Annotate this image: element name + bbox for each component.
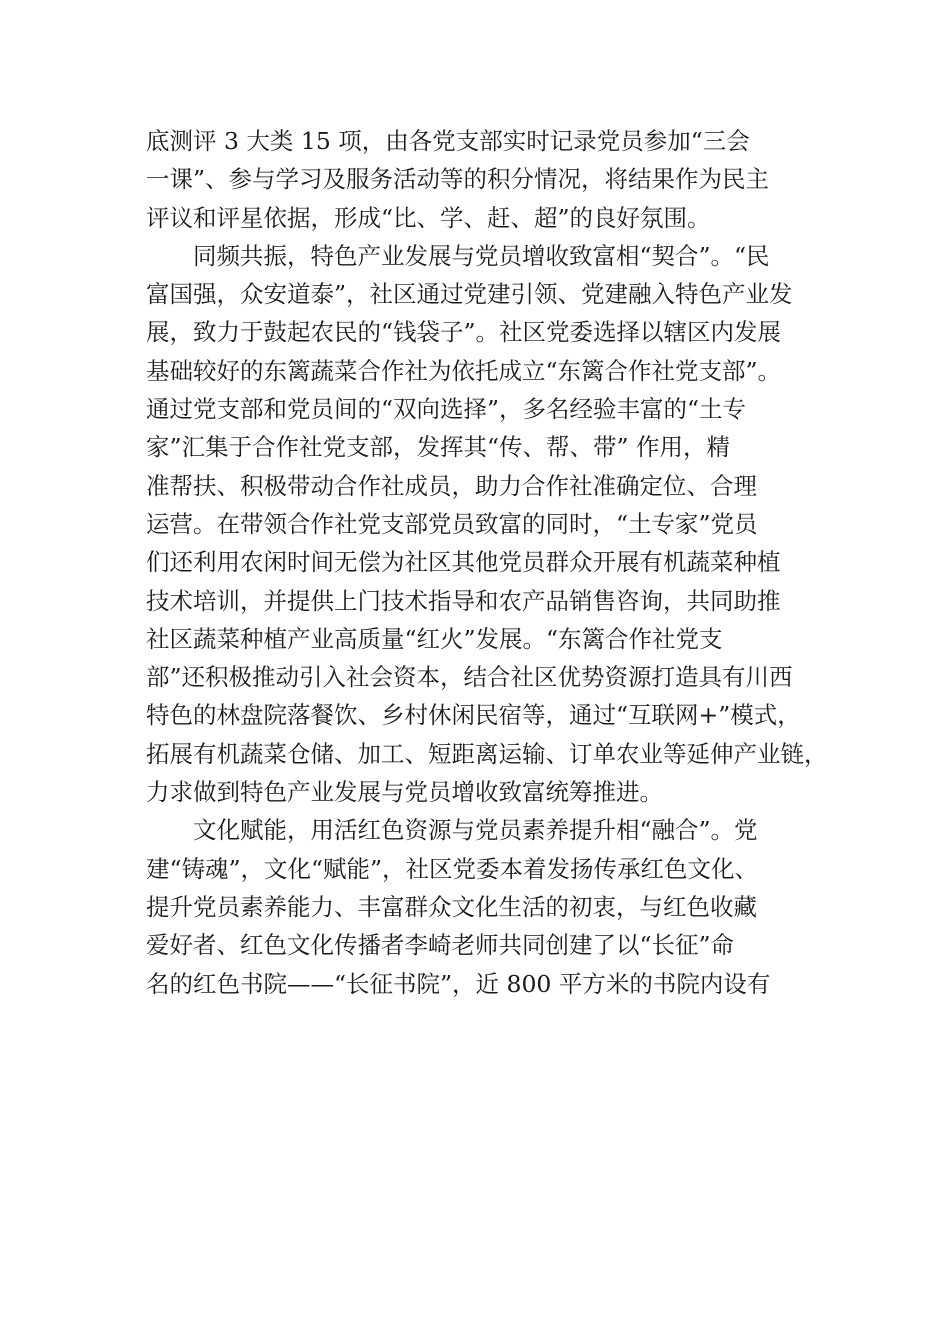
text-line: 运营。在带领合作社党支部党员致富的同时，“土专家”党员 <box>146 509 758 538</box>
text-line: 基础较好的东篱蔬菜合作社为依托成立“东篱合作社党支部”。 <box>146 356 782 385</box>
text-line: 同频共振，特色产业发展与党员增收致富相“契合”。“民 <box>193 241 770 270</box>
text-line: 底测评 3 大类 15 项，由各党支部实时记录党员参加“三会 <box>146 127 750 155</box>
text-line: 一课”、参与学习及服务活动等的积分情况，将结果作为民主 <box>146 165 770 194</box>
text-line: 社区蔬菜种植产业高质量“红火”发展。“东篱合作社党支 <box>146 624 723 653</box>
text-line: 提升党员素养能力、丰富群众文化生活的初衷，与红色收藏 <box>146 892 757 921</box>
text-line: 特色的林盘院落餐饮、乡村休闲民宿等，通过“互联网+”模式， <box>146 701 801 730</box>
text-line: 部”还积极推动引入社会资本，结合社区优势资源打造具有川西 <box>146 663 793 692</box>
text-line: 通过党支部和党员间的“双向选择”，多名经验丰富的“土专 <box>146 395 747 424</box>
body-text <box>146 122 846 1003</box>
text-line: 爱好者、红色文化传播者李崎老师共同创建了以“长征”命 <box>146 931 735 960</box>
text-line: 评议和评星依据，形成“比、学、赶、超”的良好氛围。 <box>146 203 711 232</box>
text-line: 拓展有机蔬菜仓储、加工、短距离运输、订单农业等延伸产业链， <box>146 739 828 768</box>
text-line: 准帮扶、积极带动合作社成员，助力合作社准确定位、合理 <box>146 471 757 500</box>
text-line: 名的红色书院——“长征书院”，近 800 平方米的书院内设有 <box>146 969 771 998</box>
text-line: 展，致力于鼓起农民的“钱袋子”。社区党委选择以辖区内发展 <box>146 318 782 347</box>
text-line: 们还利用农闲时间无偿为社区其他党员群众开展有机蔬菜种植 <box>146 548 781 577</box>
text-line: 富国强，众安道泰”，社区通过党建引领、党建融入特色产业发 <box>146 280 793 309</box>
text-line: 技术培训，并提供上门技术指导和农产品销售咨询，共同助推 <box>146 586 781 615</box>
text-line: 家”汇集于合作社党支部，发挥其“传、帮、带” 作用，精 <box>146 433 731 462</box>
text-line: 文化赋能，用活红色资源与党员素养提升相“融合”。党 <box>193 816 758 845</box>
text-line: 力求做到特色产业发展与党员增收致富统筹推进。 <box>146 778 663 807</box>
text-line: 建“铸魂”，文化“赋能”，社区党委本着发扬传承红色文化、 <box>146 854 759 883</box>
